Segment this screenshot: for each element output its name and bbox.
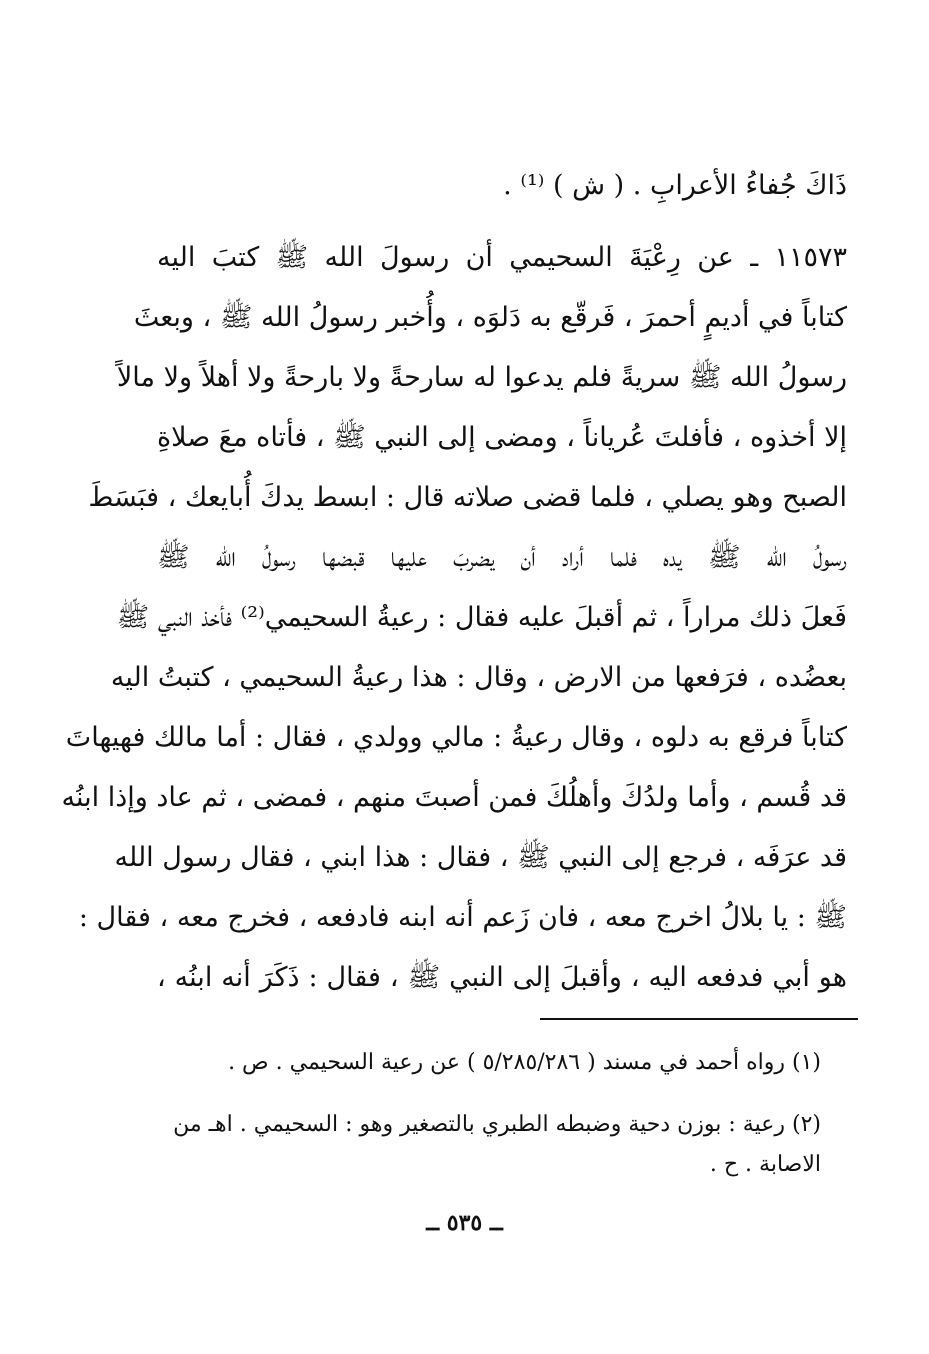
page-number: ــ ٥٣٥ ــ (426, 1210, 503, 1236)
body-line-12: قد عرَفَه ، فرجع إلى النبي ﷺ ، فقال : هذا ابني ، فقال رسول الله (114, 842, 847, 873)
footnote-2: (٢) رعية : بوزن دحية وضبطه الطبري بالتصغير وهو : السحيمي . اهـ من (173, 1112, 821, 1137)
body-line-10: كتاباً فرقع به دلوه ، وقال رعيةُ : مالي وولدي ، فقال : أما مالك فهيهاتَ (65, 722, 847, 753)
footnote-2-continued: الاصابة . ح . (709, 1152, 821, 1177)
body-line-2: ١١٥٧٣ ـ عن رِعْيَةَ السحيمي أن رسولَ الله ﷺ كتبَ اليه (157, 242, 847, 273)
body-line-9: بعضُده ، فرَفعها من الارض ، وقال : هذا رعيةُ السحيمي ، كتبتُ اليه (110, 662, 847, 693)
body-line-14: هو أبي فدفعه اليه ، وأقبلَ إلى النبي ﷺ ، فقال : ذَكَرَ أنه ابنُه ، (157, 962, 847, 993)
body-line-1: ذَاكَ جُفاءُ الأعرابِ . ( ش ) ⁽¹⁾ . (503, 170, 847, 201)
body-line-4: رسولُ الله ﷺ سريةً فلم يدعوا له سارحةً ولا بارحةً ولا أهلاً ولا مالاً (116, 362, 847, 393)
body-line-3: كتاباً في أديمٍ أحمرَ ، فَرقّع به دَلوَه ، وأُخبر رسولُ الله ﷺ ، وبعثَ (133, 302, 847, 333)
body-line-11: قد قُسم ، وأما ولدُكَ وأهلُكَ فمن أصبتَ منهم ، فمضى ، ثم عاد وإذا ابنُه (61, 782, 847, 813)
body-line-13: ﷺ : يا بلالُ اخرج معه ، فان زَعم أنه ابنه فادفعه ، فخرج معه ، فقال : (78, 902, 847, 933)
footnote-separator (540, 1018, 858, 1020)
body-line-5: إلا أخذوه ، فأفلتَ عُرياناً ، ومضى إلى النبي ﷺ ، فأتاه معَ صلاةِ (157, 422, 847, 453)
body-line-8: فَعلَ ذلك مراراً ، ثم أقبلَ عليه فقال : رعيةُ السحيمي⁽²⁾ فأخذ النبي ﷺ (116, 602, 847, 633)
footnote-1: (١) رواه أحمد في مسند ( ٥/٢٨٥/٢٨٦ ) عن رعية السحيمي . ص . (228, 1050, 821, 1075)
body-line-7: رسولُ الله ﷺ يده فلما أراد أن يضربَ عليها قبضها رسولُ الله ﷺ (157, 542, 847, 573)
body-line-6: الصبح وهو يصلي ، فلما قضى صلاته قال : ابسط يدكَ أُبايعك ، فبَسَطَ (88, 482, 847, 513)
